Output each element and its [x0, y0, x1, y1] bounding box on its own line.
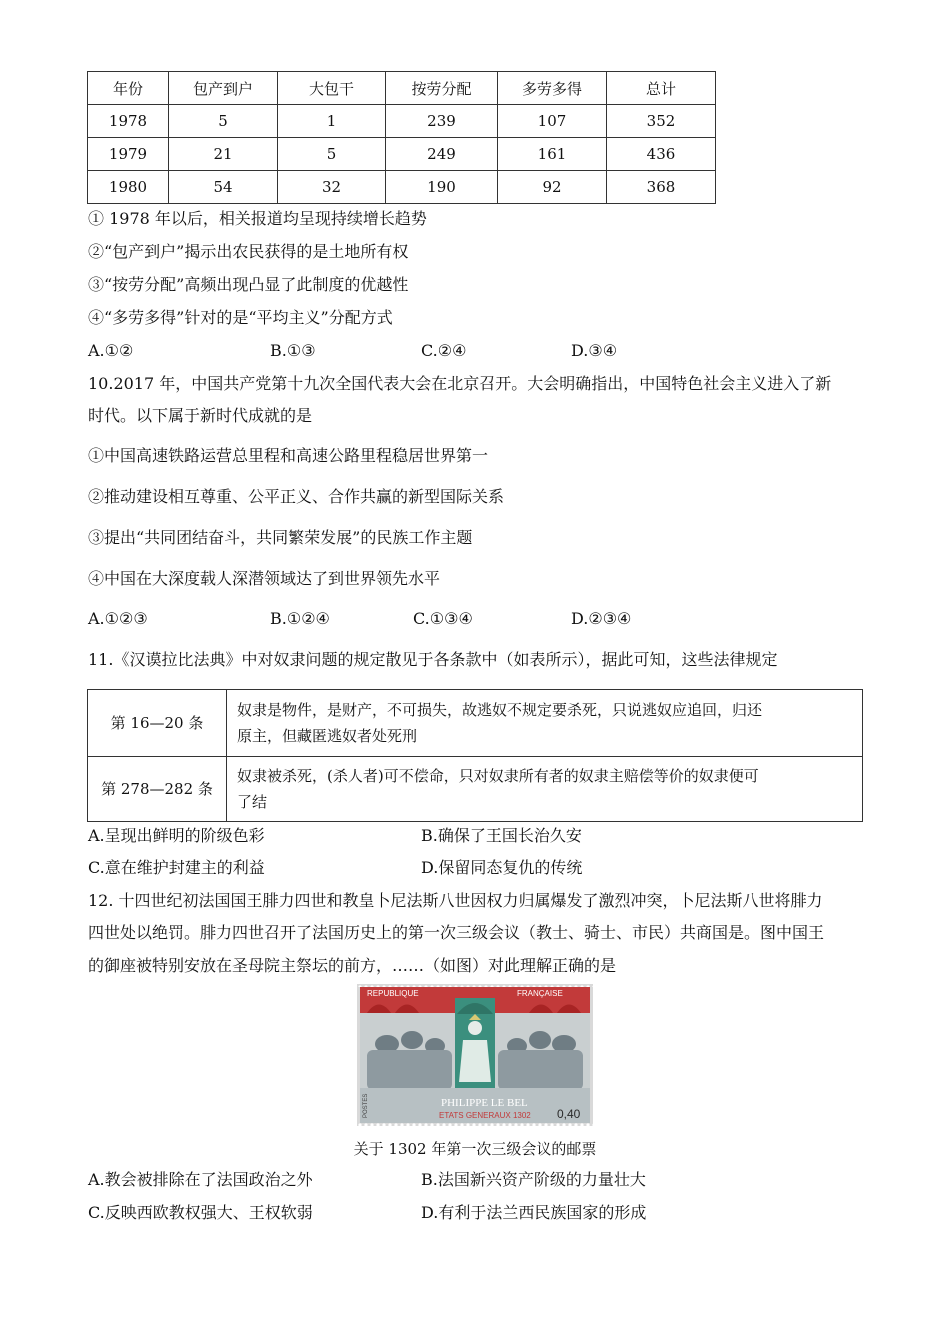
q9-option-a[interactable]: A.①② — [88, 341, 134, 360]
q11-option-a[interactable]: A.呈现出鲜明的阶级色彩 — [88, 826, 265, 845]
q9-option-b[interactable]: B.①③ — [270, 341, 316, 360]
article-label: 第 278—282 条 — [88, 757, 227, 822]
estates-general-stamp-image — [357, 984, 593, 1126]
table-header-cell: 多劳多得 — [498, 72, 607, 105]
table-header-cell: 年份 — [88, 72, 169, 105]
stamp-republique-text: REPUBLIQUE — [367, 989, 419, 998]
stamp-event-text: ETATS GENERAUX 1302 — [439, 1111, 531, 1120]
table-header-row — [88, 72, 716, 105]
q10-statement-1: ①中国高速铁路运营总里程和高速公路里程稳居世界第一 — [88, 446, 489, 465]
q9-option-d[interactable]: D.③④ — [571, 341, 618, 360]
article-content-line: 了结 — [237, 793, 268, 811]
q10-stem-line1: 10.2017 年，中国共产党第十九次全国代表大会在北京召开。大会明确指出，中国特色社会主义进入了新 — [88, 374, 832, 393]
table-cell: 436 — [607, 138, 716, 171]
stamp-name-text: PHILIPPE LE BEL — [441, 1097, 528, 1109]
hammurabi-code-table — [87, 689, 863, 822]
stamp-postes-text: POSTES — [363, 1093, 369, 1118]
q9-statement-3: ③“按劳分配”高频出现凸显了此制度的优越性 — [88, 275, 409, 294]
article-content-line: 奴隶被杀死，(杀人者)可不偿命，只对奴隶所有者的奴隶主赔偿等价的奴隶便可 — [237, 767, 759, 785]
table-cell: 368 — [607, 171, 716, 204]
table-cell: 1980 — [88, 171, 169, 204]
article-content — [227, 690, 863, 757]
table-row — [88, 138, 716, 171]
q10-option-a[interactable]: A.①②③ — [88, 609, 148, 628]
table-cell: 5 — [169, 105, 278, 138]
q10-option-d[interactable]: D.②③④ — [571, 609, 632, 628]
q11-stem: 11.《汉谟拉比法典》中对奴隶问题的规定散见于各条款中（如表所示），据此可知，这些法律规定 — [88, 650, 778, 669]
stamp-caption: 关于 1302 年第一次三级会议的邮票 — [353, 1140, 597, 1158]
q9-statement-1: ① 1978 年以后，相关报道均呈现持续增长趋势 — [88, 209, 427, 228]
table-cell: 54 — [169, 171, 278, 204]
table-cell: 92 — [498, 171, 607, 204]
table-header-cell: 大包干 — [278, 72, 386, 105]
table-header-cell: 总计 — [607, 72, 716, 105]
q11-option-b[interactable]: B.确保了王国长治久安 — [421, 826, 582, 845]
table-cell: 239 — [386, 105, 498, 138]
q12-option-d[interactable]: D.有利于法兰西民族国家的形成 — [421, 1203, 647, 1222]
article-content-line: 原主，但藏匿逃奴者处死刑 — [237, 727, 418, 745]
table-cell: 190 — [386, 171, 498, 204]
q12-option-b[interactable]: B.法国新兴资产阶级的力量壮大 — [421, 1170, 646, 1189]
table-header-cell: 按劳分配 — [386, 72, 498, 105]
table-row — [88, 690, 863, 757]
q9-option-c[interactable]: C.②④ — [421, 341, 467, 360]
table-row — [88, 105, 716, 138]
table-cell: 1979 — [88, 138, 169, 171]
q12-stem-line1: 12. 十四世纪初法国国王腓力四世和教皇卜尼法斯八世因权力归属爆发了激烈冲突，卜尼法斯八世将腓力 — [88, 891, 823, 910]
q9-statement-4: ④“多劳多得”针对的是“平均主义”分配方式 — [88, 308, 393, 327]
table-cell: 249 — [386, 138, 498, 171]
table-row — [88, 171, 716, 204]
table-cell: 1 — [278, 105, 386, 138]
q10-statement-3: ③提出“共同团结奋斗，共同繁荣发展”的民族工作主题 — [88, 528, 473, 547]
table-cell: 21 — [169, 138, 278, 171]
article-content-line: 奴隶是物件，是财产，不可损失，故逃奴不规定要杀死，只说逃奴应追回，归还 — [237, 701, 763, 719]
article-label: 第 16—20 条 — [88, 690, 227, 757]
q10-statement-2: ②推动建设相互尊重、公平正义、合作共赢的新型国际关系 — [88, 487, 505, 506]
q10-statement-4: ④中国在大深度载人深潜领域达了到世界领先水平 — [88, 569, 441, 588]
table-cell: 107 — [498, 105, 607, 138]
q12-option-a[interactable]: A.教会被排除在了法国政治之外 — [88, 1170, 313, 1189]
table-cell: 5 — [278, 138, 386, 171]
q12-stem-line2: 四世处以绝罚。腓力四世召开了法国历史上的第一次三级会议（教士、骑士、市民）共商国是。图中国王 — [88, 923, 825, 942]
table-cell: 352 — [607, 105, 716, 138]
q11-option-c[interactable]: C.意在维护封建主的利益 — [88, 858, 265, 877]
q12-option-c[interactable]: C.反映西欧教权强大、王权软弱 — [88, 1203, 313, 1222]
report-frequency-table — [87, 71, 716, 204]
q9-statement-2: ②“包产到户”揭示出农民获得的是土地所有权 — [88, 242, 409, 261]
table-cell: 32 — [278, 171, 386, 204]
table-cell: 161 — [498, 138, 607, 171]
stamp-value-text: 0,40 — [557, 1107, 581, 1121]
table-cell: 1978 — [88, 105, 169, 138]
table-row — [88, 757, 863, 822]
q10-option-b[interactable]: B.①②④ — [270, 609, 330, 628]
q12-stem-line3: 的御座被特别安放在圣母院主祭坛的前方，……（如图）对此理解正确的是 — [88, 956, 617, 975]
q10-option-c[interactable]: C.①③④ — [413, 609, 473, 628]
table-header-cell: 包产到户 — [169, 72, 278, 105]
article-content — [227, 757, 863, 822]
stamp-francaise-text: FRANÇAISE — [517, 989, 563, 998]
q10-stem-line2: 时代。以下属于新时代成就的是 — [88, 406, 313, 425]
q11-option-d[interactable]: D.保留同态复仇的传统 — [421, 858, 583, 877]
